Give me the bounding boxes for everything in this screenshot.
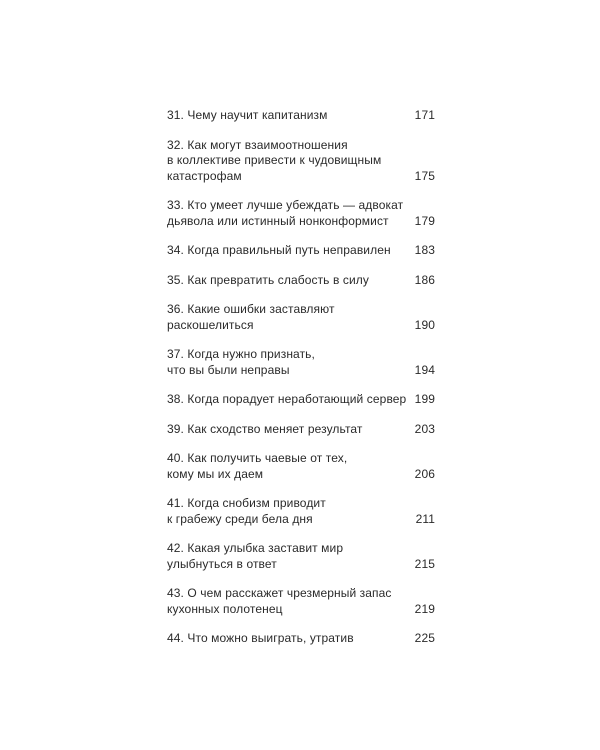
table-of-contents	[167, 108, 435, 647]
toc-entry-title	[167, 138, 415, 185]
toc-entry-title-line: 38. Когда порадует неработающий сервер	[167, 392, 407, 406]
toc-entry-title-line: раскошелиться	[167, 317, 254, 332]
toc-entry-page: 219	[414, 601, 435, 616]
toc-entry-title-line: кому мы их даем	[167, 466, 264, 481]
toc-entry-33	[167, 198, 435, 229]
toc-entry-page: 186	[414, 272, 435, 287]
toc-entry-42	[167, 541, 435, 572]
toc-entry-31	[167, 108, 435, 124]
toc-entry-37	[167, 347, 435, 378]
toc-entry-page: 171	[414, 108, 435, 122]
toc-entry-title	[167, 198, 415, 229]
toc-entry-title	[167, 243, 415, 259]
toc-entry-title-line: дьявола или истинный нонконформист	[167, 213, 389, 228]
toc-entry-page: 175	[414, 168, 435, 183]
toc-entry-title-line: 42. Какая улыбка заставит мир	[167, 541, 344, 555]
toc-entry-page: 215	[414, 556, 435, 571]
toc-entry-title-line: 33. Кто умеет лучше убеждать — адвокат	[167, 198, 404, 212]
toc-entry-title	[167, 631, 415, 647]
toc-entry-title-line: кухонных полотенец	[167, 601, 283, 616]
toc-entry-41	[167, 496, 435, 527]
toc-entry-38	[167, 392, 435, 408]
toc-entry-title	[167, 108, 415, 124]
toc-entry-page: 211	[415, 511, 435, 526]
toc-entry-title	[167, 451, 415, 482]
toc-entry-page: 194	[414, 362, 435, 377]
toc-entry-title-line: 36. Какие ошибки заставляют	[167, 302, 335, 316]
toc-entry-page: 206	[414, 466, 435, 481]
toc-entry-39	[167, 422, 435, 438]
toc-entry-title	[167, 496, 416, 527]
toc-entry-title	[167, 541, 415, 572]
toc-entry-title-line: 44. Что можно выиграть, утратив	[167, 631, 354, 645]
toc-entry-title-line: 43. О чем расскажет чрезмерный запас	[167, 586, 392, 600]
toc-entry-title-line: 41. Когда снобизм приводит	[167, 496, 326, 510]
toc-entry-32	[167, 138, 435, 185]
toc-entry-44	[167, 631, 435, 647]
toc-entry-title	[167, 586, 415, 617]
toc-entry-title	[167, 422, 415, 438]
toc-entry-43	[167, 586, 435, 617]
toc-entry-title	[167, 347, 415, 378]
toc-entry-title-line: что вы были неправы	[167, 362, 290, 377]
toc-entry-title-line: 37. Когда нужно признать,	[167, 347, 315, 361]
toc-entry-title-line: 31. Чему научит капитанизм	[167, 108, 328, 122]
toc-entry-title	[167, 392, 415, 408]
toc-entry-page: 225	[414, 631, 435, 645]
toc-entry-40	[167, 451, 435, 482]
toc-entry-page: 190	[414, 317, 435, 332]
toc-entry-page: 199	[414, 392, 435, 406]
toc-entry-title-line: 32. Как могут взаимоотношения	[167, 137, 348, 152]
toc-entry-title-line: 35. Как превратить слабость в силу	[167, 272, 369, 287]
toc-entry-title-line: улыбнуться в ответ	[167, 556, 277, 571]
toc-entry-title-line: в коллективе привести к чудовищным	[167, 153, 382, 167]
toc-entry-page: 203	[414, 421, 435, 436]
toc-entry-title-line: к грабежу среди бела дня	[167, 511, 313, 526]
toc-entry-page: 179	[414, 213, 435, 228]
toc-entry-title	[167, 302, 415, 333]
toc-entry-title	[167, 273, 415, 289]
toc-entry-35	[167, 273, 435, 289]
toc-entry-title-line: катастрофам	[167, 168, 242, 183]
toc-entry-page: 183	[414, 243, 435, 257]
toc-entry-36	[167, 302, 435, 333]
toc-entry-title-line: 34. Когда правильный путь неправилен	[167, 243, 391, 257]
toc-entry-title-line: 40. Как получить чаевые от тех,	[167, 451, 348, 465]
toc-entry-34	[167, 243, 435, 259]
toc-entry-title-line: 39. Как сходство меняет результат	[167, 421, 363, 436]
